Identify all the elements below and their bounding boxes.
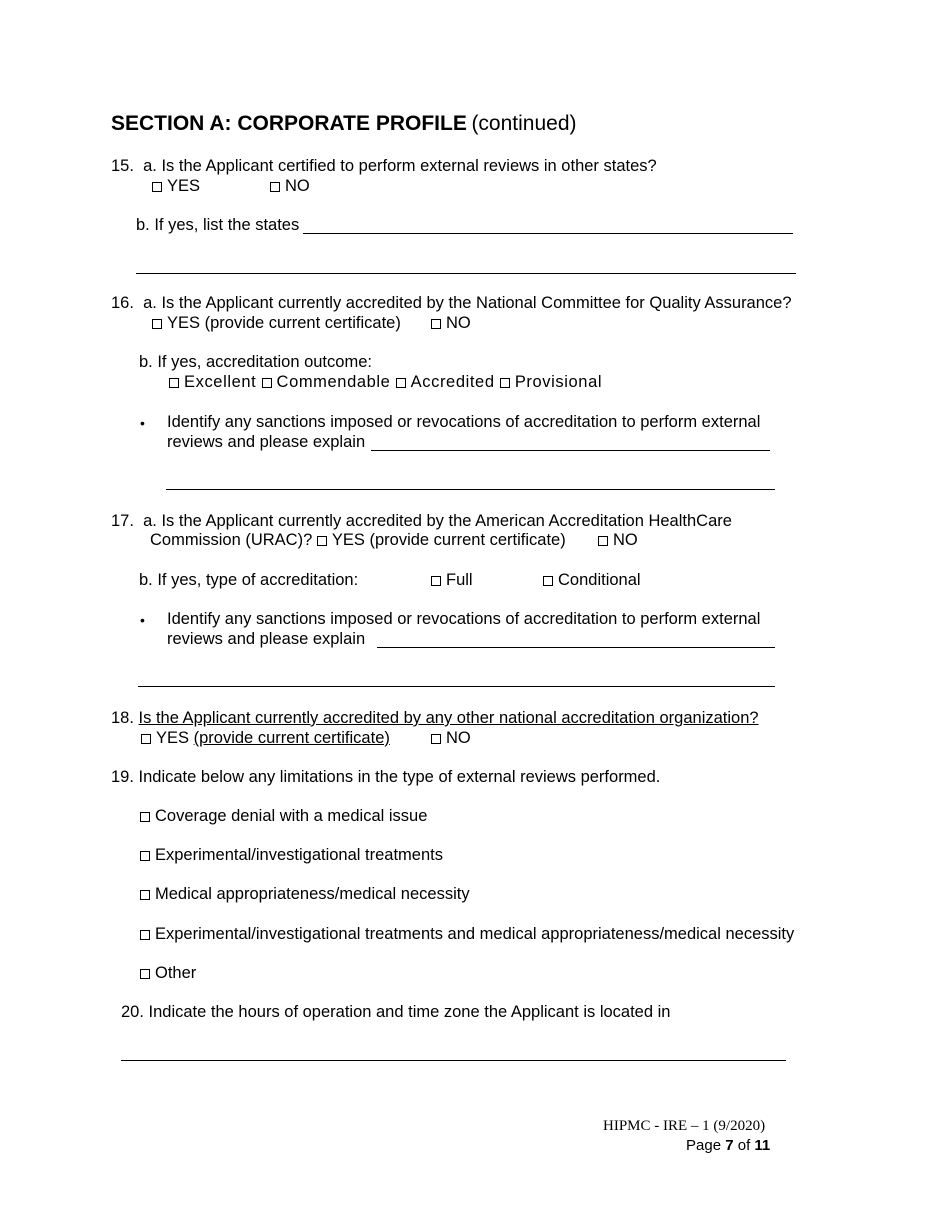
q15-states-line-2[interactable] <box>136 273 796 274</box>
q16-provisional-checkbox[interactable] <box>500 378 510 388</box>
q19-other-checkbox[interactable] <box>140 969 150 979</box>
q15-a-text: a. Is the Applicant certified to perform external reviews in other states? <box>143 157 657 175</box>
q17-a <box>111 512 732 531</box>
q15-states-line[interactable] <box>303 233 793 234</box>
q15-a <box>111 157 657 176</box>
q16-explain-line-2[interactable] <box>166 489 775 490</box>
q16-bullet-line2: reviews and please explain <box>167 433 366 451</box>
q17-no-option[interactable] <box>598 531 638 550</box>
q17-yes-checkbox[interactable] <box>317 536 327 546</box>
q18-yes-checkbox[interactable] <box>141 734 151 744</box>
q16-explain-line[interactable] <box>371 450 770 451</box>
q17-full-option[interactable] <box>431 571 473 590</box>
q18-question <box>111 709 759 728</box>
q16-no-checkbox[interactable] <box>431 319 441 329</box>
q19-coverage-checkbox[interactable] <box>140 812 150 822</box>
footer-form-id: HIPMC - IRE – 1 (9/2020) <box>603 1118 766 1134</box>
q17-full-checkbox[interactable] <box>431 576 441 586</box>
q19-option-coverage[interactable]: Coverage denial with a medical issue <box>140 807 427 826</box>
q16-outcome-excellent[interactable]: Excellent <box>169 373 256 391</box>
q19-experimental-checkbox[interactable] <box>140 851 150 861</box>
q16-bullet-icon: • <box>140 415 145 431</box>
q16-no-option[interactable] <box>431 314 471 333</box>
q15-yes-label: YES <box>167 177 201 195</box>
footer-page-label: Page <box>686 1137 722 1154</box>
q16-accredited-checkbox[interactable] <box>396 378 406 388</box>
q15-yes-checkbox[interactable] <box>152 182 162 192</box>
q17-explain-line-2[interactable] <box>138 686 775 687</box>
q18-text: Is the Applicant currently accredited by any other national accreditation organization? <box>138 709 759 727</box>
q19-option-medical[interactable]: Medical appropriateness/medical necessity <box>140 885 470 904</box>
q16-number: 16. <box>111 294 134 312</box>
q17-number: 17. <box>111 512 134 530</box>
q16-outcome-accredited[interactable]: Accredited <box>396 373 495 391</box>
q17-conditional-checkbox[interactable] <box>543 576 553 586</box>
q17-a-text-line1: a. Is the Applicant currently accredited by the American Accreditation HealthCare <box>143 512 732 530</box>
q19-option-other[interactable]: Other <box>140 964 196 983</box>
footer-page-current: 7 <box>725 1137 734 1154</box>
footer-page-of: of <box>737 1137 751 1154</box>
q19-text: 19. Indicate below any limitations in the type of external reviews performed. <box>111 768 661 786</box>
q17-no-label: NO <box>613 531 638 549</box>
q17-conditional-option[interactable] <box>543 571 641 590</box>
q15-no-option[interactable] <box>270 177 310 196</box>
q15-b-text: b. If yes, list the states <box>136 216 300 234</box>
q19-option-experimental[interactable]: Experimental/investigational treatments <box>140 846 443 865</box>
q18-no-checkbox[interactable] <box>431 734 441 744</box>
q20-text: 20. Indicate the hours of operation and time zone the Applicant is located in <box>121 1003 671 1021</box>
q19-medical-checkbox[interactable] <box>140 890 150 900</box>
q16-commendable-checkbox[interactable] <box>262 378 272 388</box>
q16-yes-option[interactable] <box>152 314 401 333</box>
q17-bullet-line2: reviews and please explain <box>167 630 366 648</box>
q20-answer-line[interactable] <box>121 1060 786 1061</box>
q16-yes-label: YES (provide current certificate) <box>167 314 401 332</box>
q17-conditional-label: Conditional <box>558 571 641 589</box>
q16-yes-checkbox[interactable] <box>152 319 162 329</box>
q16-no-label: NO <box>446 314 471 332</box>
section-title-bold: SECTION A: CORPORATE PROFILE <box>111 112 467 135</box>
footer-page-number <box>686 1137 770 1154</box>
q16-excellent-checkbox[interactable] <box>169 378 179 388</box>
q18-no-label: NO <box>446 729 471 747</box>
q17-bullet-line1: Identify any sanctions imposed or revocations of accreditation to perform external <box>167 610 761 628</box>
q16-outcomes <box>169 373 602 392</box>
q18-number: 18. <box>111 709 134 727</box>
q17-a-text-line2: Commission (URAC)? <box>150 531 313 549</box>
q17-full-label: Full <box>446 571 473 589</box>
q19-option-experimental-and-medical[interactable]: Experimental/investigational treatments and medical appropriateness/medical necessity <box>140 925 794 944</box>
q16-bullet-line1: Identify any sanctions imposed or revocations of accreditation to perform external <box>167 413 761 431</box>
q17-yes-option[interactable] <box>317 531 566 549</box>
section-title-suffix: (continued) <box>471 112 577 135</box>
q19-experimental-medical-checkbox[interactable] <box>140 930 150 940</box>
q16-a-text: a. Is the Applicant currently accredited by the National Committee for Quality Assurance? <box>143 294 792 312</box>
q18-no-option[interactable] <box>431 729 471 748</box>
q16-outcome-provisional[interactable]: Provisional <box>500 373 602 391</box>
q16-b-text: b. If yes, accreditation outcome: <box>139 353 372 371</box>
q15-no-label: NO <box>285 177 310 195</box>
q15-yes-option[interactable] <box>152 177 200 196</box>
q17-bullet-icon: • <box>140 612 145 628</box>
footer-page-total: 11 <box>754 1137 771 1154</box>
q17-yes-label: YES (provide current certificate) <box>331 531 566 549</box>
q16-outcome-commendable[interactable]: Commendable <box>262 373 391 391</box>
q18-yes-note: (provide current certificate) <box>193 729 390 747</box>
q15-number: 15. <box>111 157 134 175</box>
q17-b-text: b. If yes, type of accreditation: <box>139 571 359 589</box>
q18-yes-label: YES <box>156 729 190 747</box>
q18-yes-option[interactable] <box>141 729 390 748</box>
q15-no-checkbox[interactable] <box>270 182 280 192</box>
q17-no-checkbox[interactable] <box>598 536 608 546</box>
q16-a <box>111 294 792 313</box>
q17-a-line2 <box>150 531 566 550</box>
q17-explain-line[interactable] <box>377 647 775 648</box>
section-title <box>111 112 577 136</box>
